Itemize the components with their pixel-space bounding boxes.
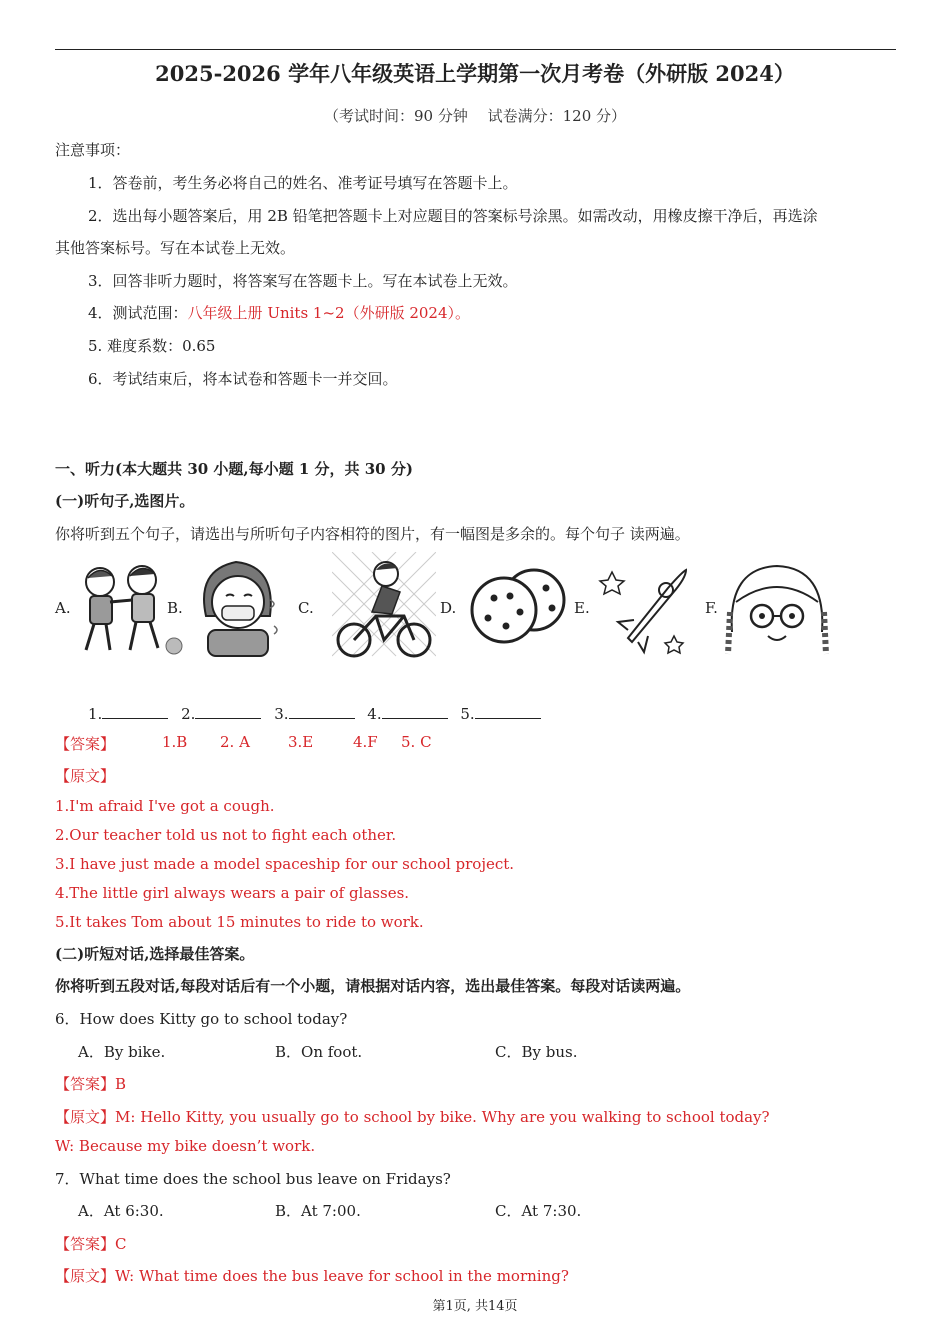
note-item-6: 6．考试结束后，将本试卷和答题卡一并交回。	[88, 370, 398, 388]
blank-item[interactable]: 3.	[274, 705, 354, 723]
page-title: 2025-2026 学年八年级英语上学期第一次月考卷（外研版 2024）	[155, 61, 795, 86]
part2-instruction: 你将听到五段对话,每段对话后有一个小题，请根据对话内容，选出最佳答案。每段对话读两遍。	[55, 977, 691, 995]
q7-option-c[interactable]: C．At 7:30.	[495, 1202, 582, 1220]
picture-label-b: B.	[167, 599, 183, 617]
part1-instruction: 你将听到五个句子，请选出与所听句子内容相符的图片，有一幅图是多余的。每个句子 读两遍。	[55, 525, 690, 543]
blank-item[interactable]: 1.	[88, 705, 168, 723]
picture-label-c: C.	[298, 599, 314, 617]
question-7: 7．What time does the school bus leave on Fridays?	[55, 1170, 451, 1188]
test-scope: 八年级上册 Units 1~2（外研版 2024）。	[187, 304, 471, 322]
section-heading: 一、听力(本大题共 30 小题,每小题 1 分，共 30 分)	[55, 460, 413, 478]
part2-heading: (二)听短对话,选择最佳答案。	[55, 945, 255, 963]
question-6: 6．How does Kitty go to school today?	[55, 1010, 348, 1028]
q7-option-b[interactable]: B．At 7:00.	[275, 1202, 361, 1220]
top-rule	[55, 49, 896, 50]
rocket-icon	[598, 558, 698, 662]
answer-5: 5. C	[401, 733, 432, 751]
q7-option-a[interactable]: A．At 6:30.	[78, 1202, 164, 1220]
transcript-line-5: 5.It takes Tom about 15 minutes to ride to work.	[55, 913, 424, 931]
notes-heading: 注意事项：	[55, 141, 131, 159]
page-number: 第1页, 共14页	[432, 1299, 518, 1314]
picture-label-a: A.	[55, 599, 71, 617]
transcript-line-2: 2.Our teacher told us not to fight each other.	[55, 826, 397, 844]
answer-3: 3.E	[288, 733, 314, 751]
picture-label-e: E.	[574, 599, 590, 617]
note-item-1: 1．答卷前，考生务必将自己的姓名、准考证号填写在答题卡上。	[88, 174, 518, 192]
note-item-5: 5. 难度系数：0.65	[88, 337, 216, 355]
transcript-line-3: 3.I have just made a model spaceship for our school project.	[55, 855, 515, 873]
answer-1: 1.B	[162, 733, 188, 751]
transcript-label: 【原文】	[55, 767, 116, 785]
answer-blanks	[88, 704, 549, 723]
answer-2: 2. A	[220, 733, 250, 751]
exam-info: （考试时间：90 分钟 试卷满分：120 分）	[323, 107, 627, 125]
blank-item[interactable]: 5.	[460, 705, 540, 723]
note-item-3: 3．回答非听力题时，将答案写在答题卡上。写在本试卷上无效。	[88, 272, 518, 290]
q6-option-a[interactable]: A．By bike.	[78, 1043, 166, 1061]
picture-label-d: D.	[440, 599, 457, 617]
q6-transcript: 【原文】M: Hello Kitty, you usually go to school by bike. Why are you walking to school today?	[55, 1108, 770, 1126]
cookies-icon	[466, 566, 568, 644]
blank-item[interactable]: 2.	[181, 705, 261, 723]
part1-heading: (一)听句子,选图片。	[55, 492, 195, 510]
note-item-2-cont: 其他答案标号。写在本试卷上无效。	[55, 239, 296, 257]
blank-item[interactable]: 4.	[367, 705, 447, 723]
q7-transcript: 【原文】W: What time does the bus leave for school in the morning?	[55, 1267, 569, 1285]
answer-4: 4.F	[353, 733, 378, 751]
note-item-4-label: 4．测试范围：	[88, 304, 188, 322]
q6-answer: 【答案】B	[55, 1075, 127, 1093]
transcript-line-1: 1.I'm afraid I've got a cough.	[55, 797, 275, 815]
answer-label: 【答案】	[55, 735, 116, 753]
note-item-4	[88, 302, 470, 323]
girl-with-glasses-icon	[722, 562, 832, 658]
girl-coughing-icon	[188, 556, 292, 658]
q7-answer: 【答案】C	[55, 1235, 127, 1253]
boy-riding-bike-icon	[332, 552, 436, 662]
q6-option-b[interactable]: B．On foot.	[275, 1043, 363, 1061]
q6-transcript-cont: W: Because my bike doesn’t work.	[55, 1137, 316, 1155]
q6-option-c[interactable]: C．By bus.	[495, 1043, 578, 1061]
picture-label-f: F.	[705, 599, 718, 617]
transcript-line-4: 4.The little girl always wears a pair of glasses.	[55, 884, 410, 902]
note-item-2: 2．选出每小题答案后，用 2B 铅笔把答题卡上对应题目的答案标号涂黑。如需改动，用橡皮擦干净后，再选涂	[88, 207, 818, 225]
